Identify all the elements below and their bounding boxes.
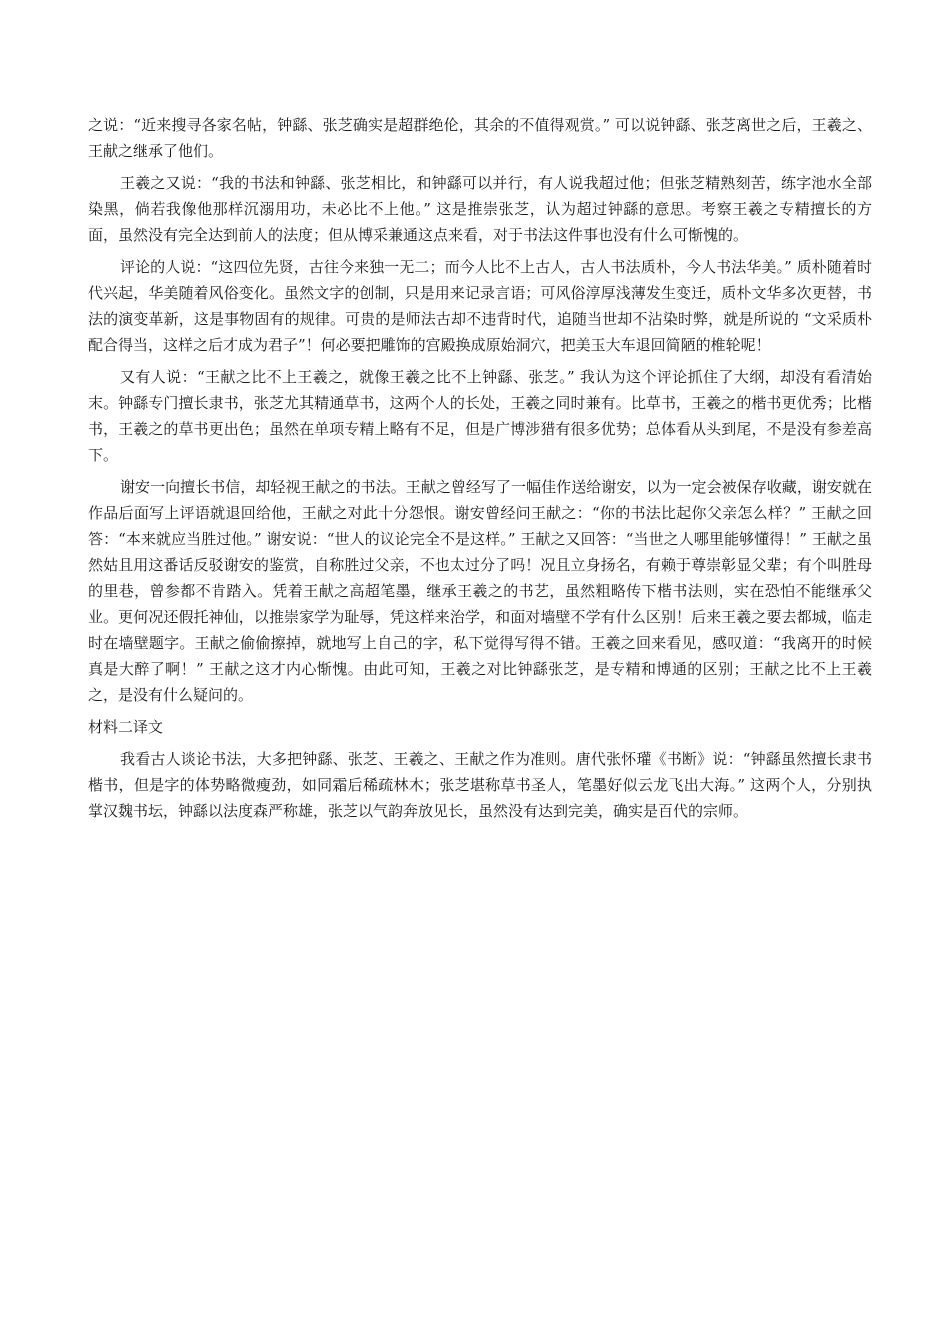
paragraph-material-two: 我看古人谈论书法，大多把钟繇、张芝、王羲之、王献之作为准则。唐代张怀瓘《书断》说：“钟繇虽然擅长隶书楷书，但是字的体势略微瘦劲，如同霜后稀疏林木；张芝堪称草书圣人，笔墨好似云龙飞出大海。” 这两个人，分别执掌汉魏书坛，钟繇以法度森严称雄，张芝以气韵奔放见长，虽然没有达到完美，确实是百代的宗师。 <box>88 750 872 820</box>
section-heading: 材料二译文 <box>88 718 164 736</box>
paragraph-comparison: 又有人说：“王献之比不上王羲之，就像王羲之比不上钟繇、张芝。” 我认为这个评论抓住了大纲，却没有看清始末。钟繇专门擅长隶书，张芝尤其精通草书，这两个人的长处，王羲之同时兼有。比草书，王羲之的楷书更优秀；比楷书，王羲之的草书更出色；虽然在单项专精上略有不足，但是广博涉猎有很多优势；总体看从头到尾，不是没有参差高下。 <box>88 368 872 464</box>
document-page <box>88 112 872 830</box>
paragraph-xie-an-story: 谢安一向擅长书信，却轻视王献之的书法。王献之曾经写了一幅佳作送给谢安，以为一定会被保存收藏，谢安就在作品后面写上评语就退回给他，王献之对此十分怨恨。谢安曾经问王献之：“你的书法比起你父亲怎么样？” 王献之回答：“本来就应当胜过他。” 谢安说：“世人的议论完全不是这样。” 王献之又回答：“当世之人哪里能够懂得！” 王献之虽然姑且用这番话反驳谢安的鉴赏，自称胜过父亲，不也太过分了吗！况且立身扬名，有赖于尊崇彰显父辈；有个叫胜母的里巷，曾参都不肯踏入。凭着王献之高超笔墨，继承王羲之的书艺，虽然粗略传下楷书法则，实在恐怕不能继承父业。更何况还假托神仙，以推崇家学为耻辱，凭这样来治学，和面对墙壁不学有什么区别！后来王羲之要去都城，临走时在墙壁题字。王献之偷偷擦掉，就地写上自己的字，私下觉得写得不错。王羲之回来看见，感叹道：“我离开的时候真是大醉了啊！” 王献之这才内心惭愧。由此可知，王羲之对比钟繇张芝，是专精和博通的区别；王献之比不上王羲之，是没有什么疑问的。 <box>88 478 872 704</box>
paragraph-continuation: 之说：“近来搜寻各家名帖，钟繇、张芝确实是超群绝伦，其余的不值得观赏。” 可以说钟繇、张芝离世之后，王羲之、王献之继承了他们。 <box>88 116 872 160</box>
paragraph-wang-xizhi-quote: 王羲之又说：“我的书法和钟繇、张芝相比，和钟繇可以并行，有人说我超过他；但张芝精熟刻苦，练字池水全部染黑，倘若我像他那样沉溺用功，未必比不上他。” 这是推崇张芝，认为超过钟繇的意思。考察王羲之专精擅长的方面，虽然没有完全达到前人的法度；但从博采兼通这点来看，对于书法这件事也没有什么可惭愧的。 <box>88 174 872 244</box>
paragraph-critics-view: 评论的人说：“这四位先贤，古往今来独一无二；而今人比不上古人，古人书法质朴，今人书法华美。” 质朴随着时代兴起，华美随着风俗变化。虽然文字的创制，只是用来记录言语；可风俗淳厚浅薄发生变迁，质朴文华多次更替，书法的演变革新，这是事物固有的规律。可贵的是师法古却不违背时代，追随当世却不沾染时弊，就是所说的 “文采质朴配合得当，这样之后才成为君子”！何必要把雕饰的宫殿换成原始洞穴，把美玉大车退回简陋的椎轮呢！ <box>88 258 872 354</box>
